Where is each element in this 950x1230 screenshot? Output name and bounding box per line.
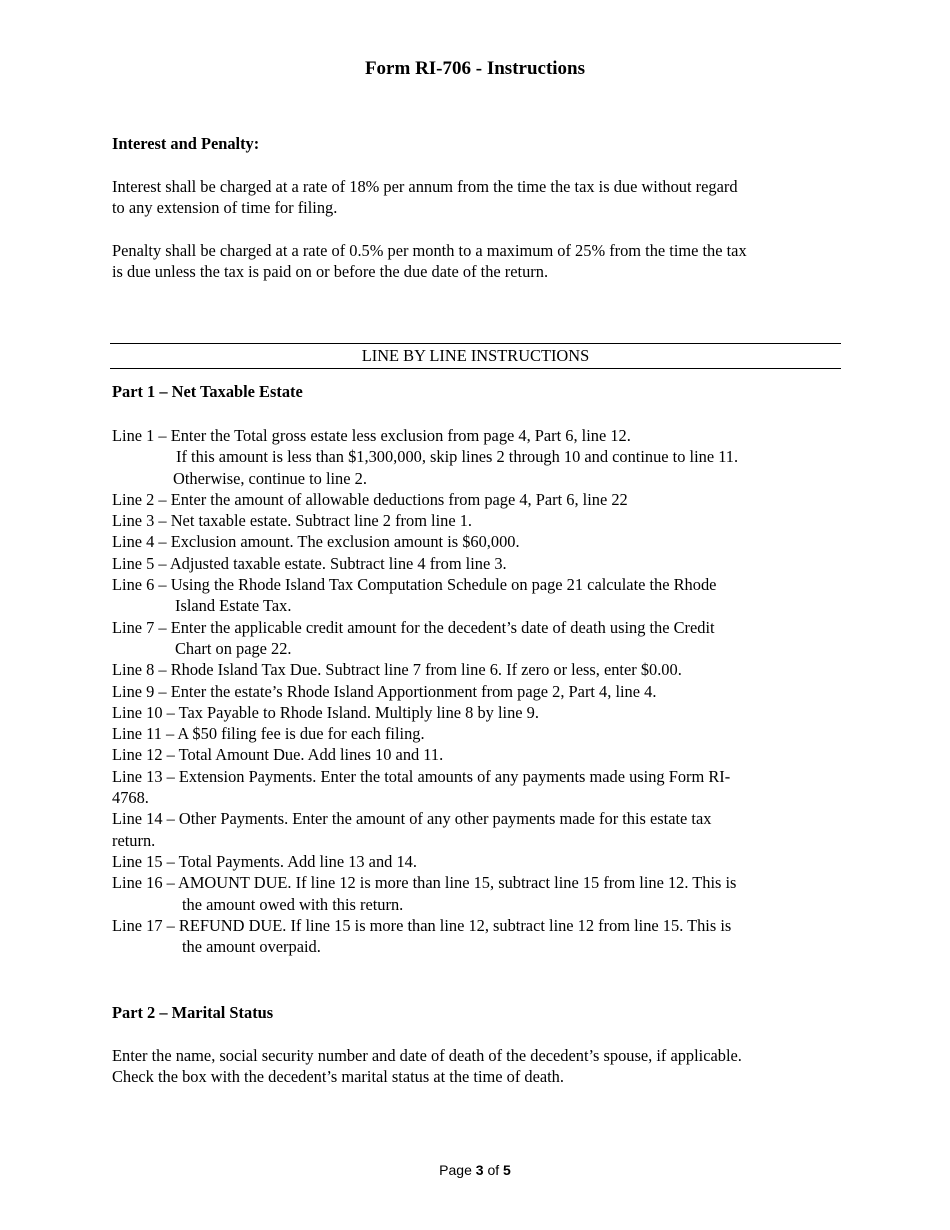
list-item: Otherwise, continue to line 2. [173,468,367,488]
list-item: Line 10 – Tax Payable to Rhode Island. Multiply line 8 by line 9. [112,702,539,722]
penalty-line-1: Penalty shall be charged at a rate of 0.5% per month to a maximum of 25% from the time the tax [112,241,747,260]
list-item: Chart on page 22. [175,638,292,658]
list-item: the amount overpaid. [182,937,321,957]
list-item: Line 2 – Enter the amount of allowable deductions from page 4, Part 6, line 22 [112,489,628,509]
part2-line-1: Enter the name, social security number and date of death of the decedent’s spouse, if applicable. [112,1046,742,1065]
part1-line-list [112,425,842,957]
list-item: Island Estate Tax. [175,596,292,616]
list-item: Line 17 – REFUND DUE. If line 15 is more than line 12, subtract line 12 from line 15. This is [112,915,732,935]
list-item: Line 14 – Other Payments. Enter the amount of any other payments made for this estate tax [112,809,712,829]
list-item: Line 11 – A $50 filing fee is due for each filing. [112,724,425,744]
page-title: Form RI-706 - Instructions [364,58,586,79]
list-item: Line 1 – Enter the Total gross estate less exclusion from page 4, Part 6, line 12. [112,426,631,445]
part1-heading: Part 1 – Net Taxable Estate [112,382,303,401]
part2-line-2: Check the box with the decedent’s marital status at the time of death. [112,1067,564,1087]
list-item: Line 15 – Total Payments. Add line 13 and 14. [112,851,417,871]
interest-line-2: to any extension of time for filing. [112,198,338,218]
page-number-footer [0,1160,950,1180]
section-rule-bottom [110,368,841,369]
part2-heading: Part 2 – Marital Status [112,1003,274,1022]
list-item: return. [112,830,156,850]
page-of-label: of [487,1162,500,1178]
list-item: Line 16 – AMOUNT DUE. If line 12 is more than line 15, subtract line 15 from line 12. This is [112,873,737,893]
list-item: Line 13 – Extension Payments. Enter the total amounts of any payments made using Form RI- [112,766,731,786]
interest-paragraph [112,176,842,219]
list-item: Line 7 – Enter the applicable credit amount for the decedent’s date of death using the Credit [112,617,715,637]
part2-paragraph [112,1045,842,1088]
current-page-number: 3 [475,1162,484,1178]
section-rule-top [110,343,841,344]
list-item: Line 9 – Enter the estate’s Rhode Island Apportionment from page 2, Part 4, line 4. [112,681,657,701]
penalty-paragraph [112,240,842,283]
line-by-line-heading: LINE BY LINE INSTRUCTIONS [361,346,590,365]
list-item: Line 5 – Adjusted taxable estate. Subtract line 4 from line 3. [112,553,507,573]
interest-penalty-heading: Interest and Penalty: [112,134,260,153]
total-page-number: 5 [503,1162,511,1178]
list-item: Line 4 – Exclusion amount. The exclusion amount is $60,000. [112,532,520,552]
list-item: Line 8 – Rhode Island Tax Due. Subtract line 7 from line 6. If zero or less, enter $0.00. [112,660,682,680]
list-item: Line 3 – Net taxable estate. Subtract line 2 from line 1. [112,511,473,531]
list-item: If this amount is less than $1,300,000, skip lines 2 through 10 and continue to line 11. [176,447,739,467]
list-item: Line 12 – Total Amount Due. Add lines 10 and 11. [112,745,444,765]
list-item: Line 6 – Using the Rhode Island Tax Computation Schedule on page 21 calculate the Rhode [112,575,717,595]
penalty-line-2: is due unless the tax is paid on or before the due date of the return. [112,262,549,282]
list-item: the amount owed with this return. [182,894,404,914]
interest-line-1: Interest shall be charged at a rate of 18% per annum from the time the tax is due without regard [112,177,738,196]
list-item: 4768. [112,788,149,808]
page-label: Page [439,1162,472,1178]
